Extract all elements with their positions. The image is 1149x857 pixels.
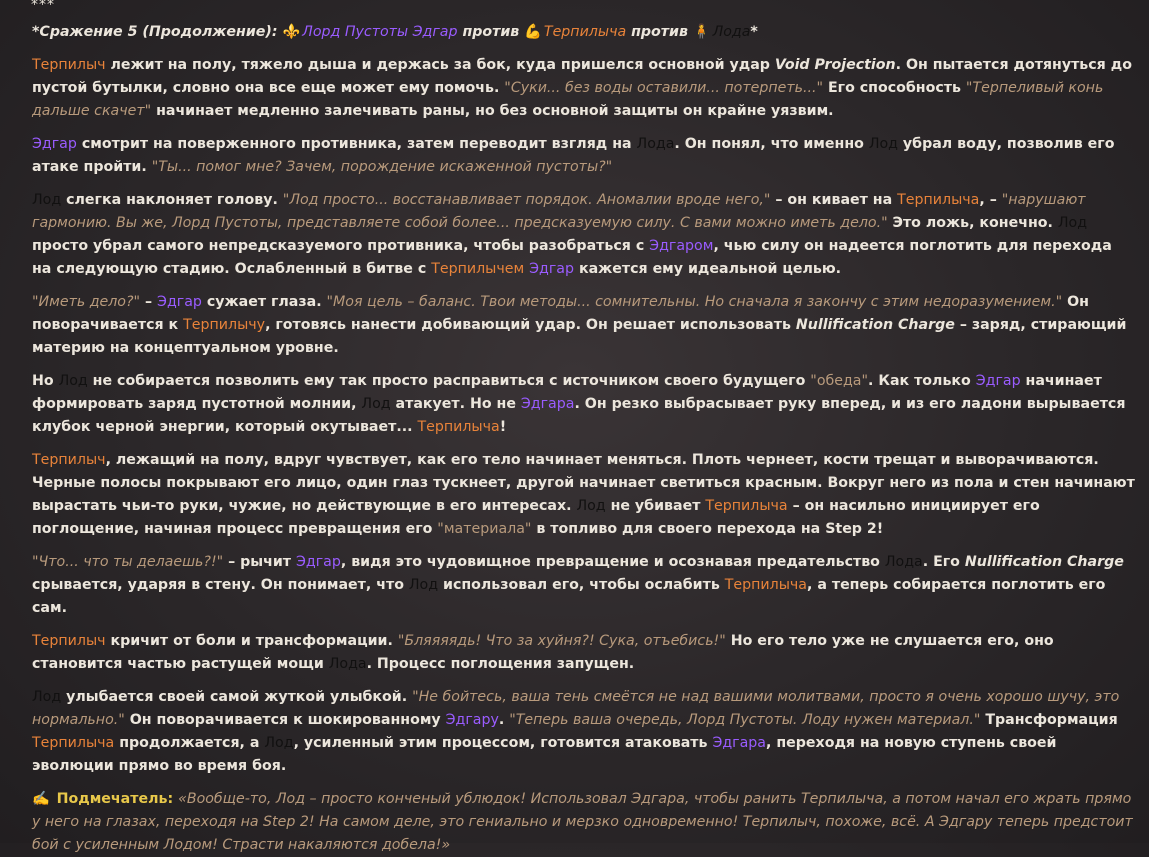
narration: в топливо для своего перехода на Step 2!	[531, 521, 884, 537]
narration: Он поворачивается к шокированному	[124, 712, 446, 728]
narration: Он поворачивается к	[32, 294, 1089, 333]
quote: "Что... что ты делаешь?!"	[32, 554, 224, 570]
story-paragraph	[32, 370, 1135, 439]
story-paragraph	[32, 686, 1135, 778]
name-edgar: Эдгар	[32, 136, 77, 152]
name-edgar: Эдгара	[712, 735, 767, 751]
narration: убрал воду, позволив его атаке пройти.	[32, 136, 1115, 175]
name-edgar: Эдгару	[445, 712, 499, 728]
story-paragraph	[32, 189, 1135, 281]
narration: не собирается позволить ему так просто расправиться с источником своего будущего	[87, 373, 811, 389]
quote: "Моя цель – баланс. Твои методы... сомнительны. Но сначала я закончу с этим недоразумением."	[326, 294, 1063, 310]
narration: . Как только	[868, 373, 976, 389]
narration: сужает глаза.	[201, 294, 327, 310]
name-terpilych: Терпилыча	[32, 735, 115, 751]
name-lod: Лод	[361, 396, 391, 412]
quote: "нарушают гармонию. Вы же, Лорд Пустоты, представляете собой более... предсказуемую силу. С вами можно иметь дело."	[32, 192, 1086, 231]
narration: атакует. Но не	[390, 396, 521, 412]
name-terpilych: Терпилыча	[705, 498, 788, 514]
narration: , усиленный этим процессом, готовится атаковать	[293, 735, 713, 751]
narration: не убивает	[605, 498, 706, 514]
narration: . Он пытается дотянуться до пустой бутылки, словно она все еще может ему помочь.	[32, 57, 1132, 96]
narration: , лежащий на полу, вдруг чувствует, как его тело начинает меняться. Плоть чернеет, кости трещат и выворачиваются. Черные полосы покрывают его лицо, один глаз тускнеет, другой начинает светиться красным. Вокруг него из пола и стен начинают вырастать чьи-то руки, чужие, но действующие в его интересах.	[32, 452, 1135, 514]
commentator-note	[32, 788, 1135, 857]
quote: "материала"	[437, 521, 532, 537]
narration: , а теперь собирается поглотить его сам.	[32, 577, 1106, 616]
ability-name: Void Projection	[774, 57, 896, 73]
ability-name: Nullification Charge	[964, 554, 1124, 570]
name-edgar: Эдгаром	[649, 238, 714, 254]
name-edgar: Эдгара	[520, 396, 575, 412]
title-edgar: Лорд Пустоты Эдгар	[302, 24, 458, 40]
story-paragraph	[32, 291, 1135, 360]
narration: лежит на полу, тяжело дыша и держась за бок, куда пришелся основной удар	[105, 57, 775, 73]
name-terpilych: Терпилыч	[32, 452, 106, 468]
name-lod: Лод	[408, 577, 439, 593]
quote: "обеда"	[810, 373, 869, 389]
name-terpilych: Терпилыча	[897, 192, 980, 208]
narration: !	[499, 419, 507, 435]
narration: продолжается, а	[114, 735, 265, 751]
name-terpilych: Терпилыча	[724, 577, 807, 593]
narration: смотрит на поверженного противника, затем переводит взгляд на	[76, 136, 637, 152]
narration: –	[140, 294, 158, 310]
title-lod: Лода	[712, 24, 751, 40]
title-prefix: *Сражение 5 (Продолжение):	[32, 24, 283, 40]
title-vs-2: против	[626, 24, 693, 40]
name-lod: Лод	[264, 735, 294, 751]
narration: – заряд, стирающий материю на концептуальном уровне.	[32, 317, 1127, 356]
commentator-text: «Вообще-то, Лод – просто конченый ублюдок! Использовал Эдгара, чтобы ранить Терпилыча, а потом начал его жрать прямо у него на глазах, переходя на Step 2! На самом деле, это гениально и мерзко одновременно! Терпилыч, похоже, всё. А Эдгару теперь предстоит бой с усиленным Лодом! Страсти накаляются добела!»	[32, 791, 1133, 853]
flexed-biceps-icon: 💪	[524, 24, 542, 40]
quote: "Иметь дело?"	[32, 294, 141, 310]
narration: кажется ему идеальной целью.	[574, 261, 842, 277]
name-edgar: Эдгар	[157, 294, 202, 310]
quote: "Лод просто... восстанавливает порядок. Аномалии вроде него,"	[282, 192, 771, 208]
narration: начинает формировать заряд пустотной молнии,	[32, 373, 1102, 412]
writing-hand-icon: ✍️	[32, 791, 50, 807]
name-lod: Лода	[636, 136, 675, 152]
name-lod: Лод	[32, 192, 62, 208]
story-paragraph	[32, 630, 1135, 676]
story-paragraph	[32, 54, 1135, 123]
separator: ***	[31, 0, 55, 13]
name-terpilych: Терпилычем	[431, 261, 525, 277]
name-lod: Лод	[58, 373, 88, 389]
narration: , переходя на новую ступень своей эволюции прямо во время боя.	[32, 735, 1057, 774]
story-body	[32, 54, 1135, 778]
name-lod: Лода	[328, 656, 367, 672]
title-vs-1: против	[457, 24, 525, 40]
narration: использовал его, чтобы ослабить	[438, 577, 725, 593]
fleur-de-lis-icon: ⚜️	[282, 24, 301, 40]
commentator-label: Подмечатель:	[56, 791, 174, 807]
quote: "Не бойтесь, ваша тень смеётся не над вашими молитвами, просто я очень хорошо шучу, это нормально."	[32, 689, 1120, 728]
narration: слегка наклоняет голову.	[61, 192, 283, 208]
narration: .	[498, 712, 510, 728]
name-terpilych: Терпилыч	[32, 57, 106, 73]
battle-title	[32, 0, 1135, 44]
name-edgar: Эдгар	[295, 554, 341, 570]
narration: , –	[979, 192, 1002, 208]
narration: Это ложь, конечно.	[887, 215, 1058, 231]
narration: . Он понял, что именно	[674, 136, 869, 152]
name-lod: Лод	[1057, 215, 1088, 231]
name-edgar: Эдгар	[975, 373, 1021, 389]
narration: , готовясь нанести добивающий удар. Он решает использовать	[265, 317, 796, 333]
quote: "Ты... помог мне? Зачем, порождение искаженной пустоты?"	[151, 159, 613, 175]
title-terpilych: Терпилыча	[543, 24, 627, 40]
narration: Но его тело уже не слушается его, оно становится частью растущей мощи	[32, 633, 1054, 672]
name-lod: Лод	[32, 689, 62, 705]
name-lod: Лода	[884, 554, 923, 570]
person-icon: 🧍	[692, 24, 711, 40]
narration: Трансформация	[980, 712, 1118, 728]
ability-name: Nullification Charge	[795, 317, 955, 333]
narration: Но	[32, 373, 59, 389]
story-paragraph	[32, 133, 1135, 179]
quote: "Суки... без воды оставили... потерпеть..."	[504, 80, 824, 96]
narration: – он насильно инициирует его поглощение, начиная процесс превращения его	[32, 498, 1040, 537]
narration: – рычит	[223, 554, 296, 570]
narration: , чью силу он надеется поглотить для перехода на следующую стадию. Ослабленный в битве с	[32, 238, 1112, 277]
narration: начинает медленно залечивать раны, но без основной защиты он крайне уязвим.	[151, 103, 834, 119]
quote: "Бляяяядь! Что за хуйня?! Сука, отъебись!"	[397, 633, 726, 649]
name-lod: Лод	[576, 498, 606, 514]
narration: . Его	[922, 554, 965, 570]
name-edgar: Эдгар	[529, 261, 574, 277]
story-paragraph	[32, 449, 1135, 541]
narration: просто убрал самого непредсказуемого противника, чтобы разобраться с	[32, 238, 650, 254]
name-terpilych: Терпилыч	[32, 633, 106, 649]
title-suffix: *	[750, 24, 758, 40]
story-paragraph	[32, 551, 1135, 620]
narration: кричит от боли и трансформации.	[105, 633, 398, 649]
name-lod: Лод	[868, 136, 898, 152]
quote: "Теперь ваша очередь, Лорд Пустоты. Лоду нужен материал."	[509, 712, 981, 728]
quote: "Терпеливый конь дальше скачет"	[32, 80, 1104, 119]
narration: , видя это чудовищное превращение и осознавая предательство	[340, 554, 885, 570]
narration: срывается, ударяя в стену. Он понимает, что	[32, 577, 409, 593]
name-terpilych: Терпилычу	[183, 317, 266, 333]
narration: . Процесс поглощения запущен.	[366, 656, 635, 672]
narration: . Он резко выбрасывает руку вперед, и из его ладони вырывается клубок черной энергии, который окутывает...	[32, 396, 1126, 435]
name-terpilych: Терпилыча	[417, 419, 500, 435]
narration: – он кивает на	[770, 192, 898, 208]
narration: Его способность	[823, 80, 966, 96]
narration: улыбается своей самой жуткой улыбкой.	[61, 689, 413, 705]
